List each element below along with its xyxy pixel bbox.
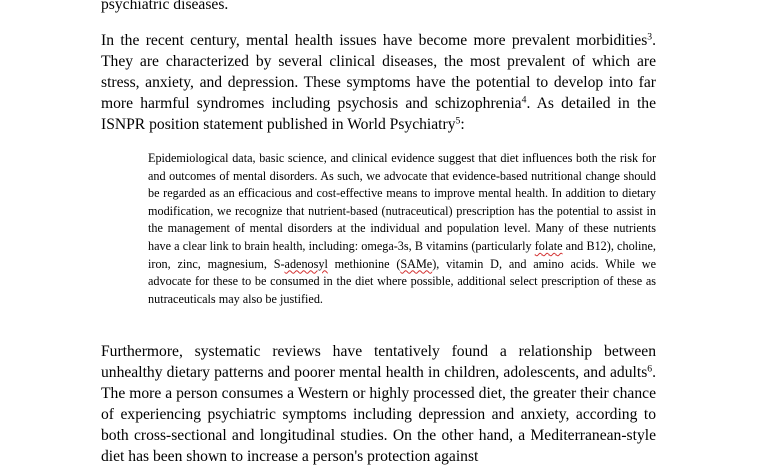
citation-superscript: 5 — [455, 115, 461, 127]
paragraph-text: Furthermore, systematic reviews have tentatively found a relationship between unhealthy dietary patterns and poorer mental health in children, adolescents, and adults — [101, 343, 656, 381]
spellcheck-word: folate — [534, 238, 563, 253]
spellcheck-word: SAMe — [400, 256, 433, 271]
citation-superscript: 3 — [647, 31, 653, 43]
block-quote — [148, 150, 656, 308]
paragraph-dietary-patterns — [101, 341, 656, 467]
citation-superscript: 6 — [647, 363, 653, 375]
quote-text: Epidemiological data, basic science, and clinical evidence suggest that diet influences both the risk for and outcomes of mental disorders. As such, we advocate that evidence-based nutritional change should be regarded as an efficacious and cost-effective means to improve mental health. In addition to dietary modification, we recognize that nutrient-based (nutraceutical) prescription has the potential to assist in the management of mental disorders at the individual and population level. Many of these nutrients have a clear link to brain health, including: omega-3s, B vitamins (particularly — [148, 151, 656, 253]
paragraph-text: psychiatric diseases. — [101, 0, 229, 13]
paragraph-mental-health — [101, 30, 656, 135]
quote-text: and B12), choline, iron, zinc, magnesium, S- — [148, 238, 656, 271]
paragraph-text: In the recent century, mental health issues have become more prevalent morbidities — [101, 32, 648, 49]
paragraph-text: . They are characterized by several clinical diseases, the most prevalent of which are stress, anxiety, and depression. These symptoms have the potential to develop into far more harmful syndromes including psychosis and schizophrenia — [101, 32, 656, 112]
quote-text: ), vitamin D, and amino acids. While we advocate for these to be consumed in the diet where possible, additional select prescription of these as nutraceuticals may also be justified. — [148, 256, 656, 306]
paragraph-text: . As detailed in the ISNPR position statement published in World Psychiatry — [101, 95, 656, 133]
spellcheck-word: adenosyl — [284, 256, 328, 271]
quote-text: methionine ( — [327, 256, 401, 271]
paragraph-text: : — [460, 116, 465, 133]
paragraph-text: . The more a person consumes a Western or highly processed diet, the greater their chance of experiencing psychiatric symptoms including depression and anxiety, according to both cross-sectional and longitudinal studies. On the other hand, a Mediterranean-style diet has been shown to increase a person's protection against — [101, 364, 656, 465]
paragraph-fragment — [101, 0, 656, 15]
citation-superscript: 4 — [521, 94, 527, 106]
